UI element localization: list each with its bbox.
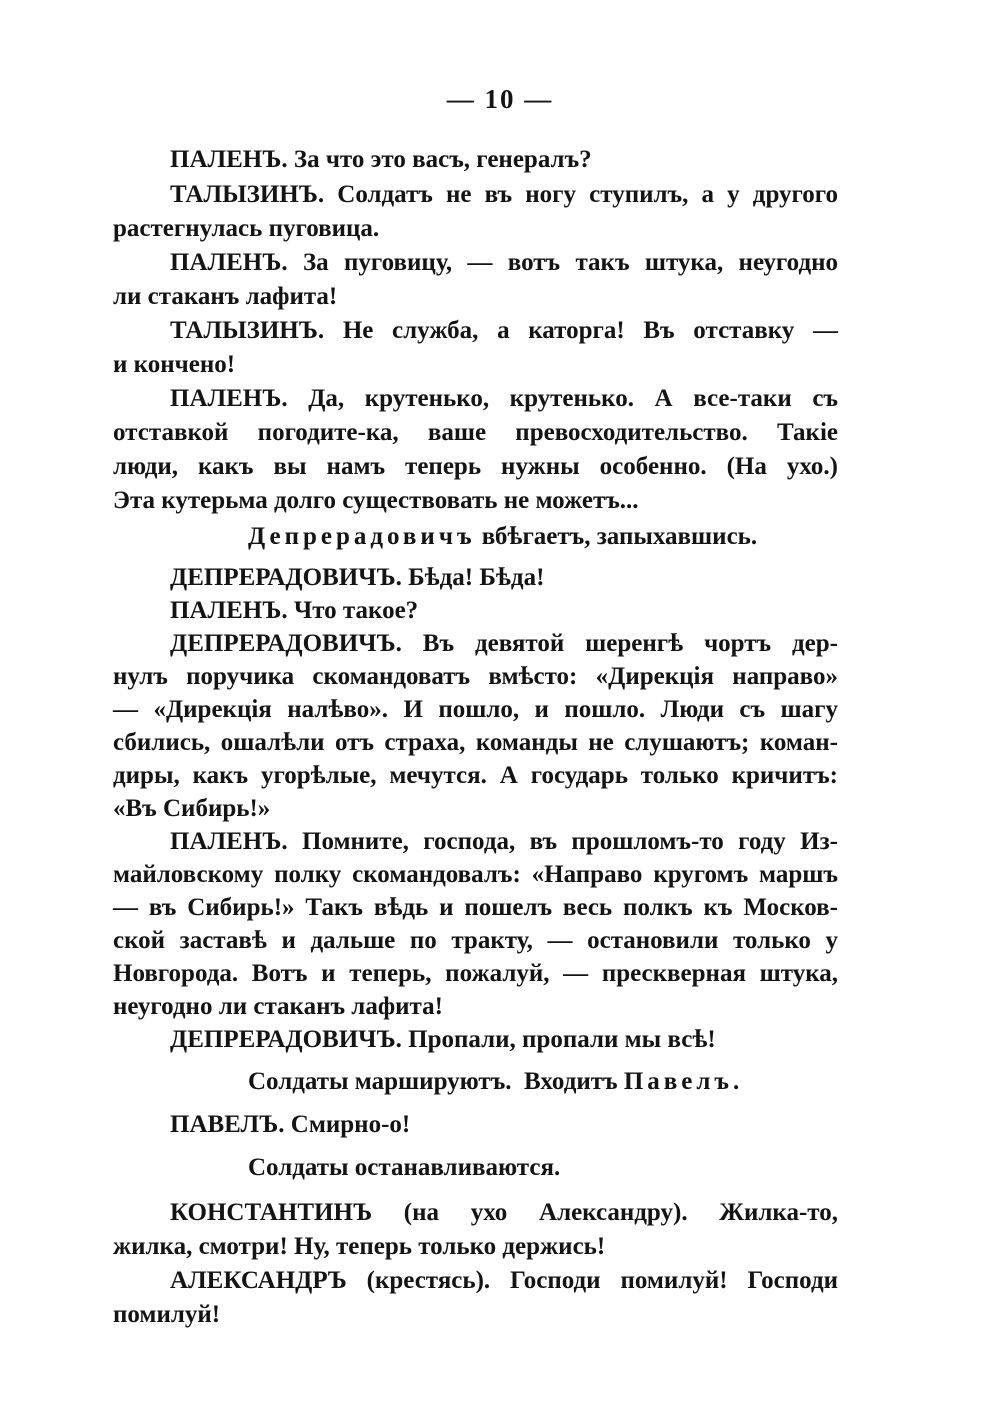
text-line: ПАЛЕНЪ. За пуговицу, — вотъ такъ штука, неугодно: [170, 249, 838, 276]
stage-direction: [248, 1067, 848, 1097]
text-line: Новгорода. Вотъ и теперь, пожалуй, — прескверная штука,: [113, 960, 838, 987]
stage-direction: [248, 1153, 848, 1183]
text-line: ПАЛЕНЪ. Что такое?: [170, 597, 419, 624]
text-line: ПАВЕЛЪ. Смирно-о!: [170, 1111, 411, 1138]
text-line: ли стаканъ лафита!: [113, 283, 338, 310]
text-line: ПАЛЕНЪ. Помните, господа, въ прошломъ-то году Из-: [170, 828, 838, 855]
text-line: диры, какъ угорѣлые, мечутся. А государь только кричитъ:: [113, 762, 838, 789]
text-line: КОНСТАНТИНЪ (на ухо Александру). Жилка-то,: [170, 1199, 838, 1226]
text-line: Эта кутерьма долго существовать не можетъ...: [113, 487, 639, 514]
text-line: отставкой погодите-ка, ваше превосходительство. Такіе: [113, 419, 838, 446]
stage-direction: [248, 522, 848, 552]
page-number: — 10 —: [446, 84, 554, 114]
stage-direction-text: вбѣгаетъ, запыхавшись.: [475, 523, 758, 550]
text-line: нулъ поручика скомандоватъ вмѣсто: «Дирекція направо»: [113, 663, 838, 690]
text-line: «Въ Сибирь!»: [113, 795, 271, 822]
text-line: помилуй!: [113, 1301, 221, 1328]
text-line: АЛЕКСАНДРЪ (крестясь). Господи помилуй! Господи: [170, 1267, 838, 1294]
text-line: растегнулась пуговица.: [113, 215, 380, 242]
text-line: ПАЛЕНЪ. Да, крутенько, крутенько. А все-таки съ: [170, 385, 838, 412]
text-line: и кончено!: [113, 351, 236, 378]
stage-direction-text: Солдаты останавливаются.: [248, 1154, 561, 1181]
text-line: — въ Сибирь!» Такъ вѣдь и пошелъ весь полкъ къ Москов-: [113, 894, 838, 921]
text-line: ТАЛЫЗИНЪ. Не служба, а каторга! Въ отставку —: [170, 317, 838, 344]
text-line: жилка, смотри! Ну, теперь только держись!: [113, 1233, 606, 1260]
text-line: неугодно ли стаканъ лафита!: [113, 993, 443, 1020]
text-line: ДЕПРЕРАДОВИЧЪ. Пропали, пропали мы всѣ!: [170, 1026, 716, 1053]
text-line: ской заставѣ и дальше по тракту, — остановили только у: [113, 927, 838, 954]
character-name-spaced: Павелъ.: [623, 1068, 744, 1095]
text-line: ДЕПРЕРАДОВИЧЪ. Бѣда! Бѣда!: [170, 564, 545, 591]
text-line: ТАЛЫЗИНЪ. Солдатъ не въ ногу ступилъ, а у другого: [170, 181, 838, 208]
text-line: люди, какъ вы намъ теперь нужны особенно. (На ухо.): [113, 453, 838, 480]
text-line: ДЕПРЕРАДОВИЧЪ. Въ девятой шеренгѣ чортъ дер-: [170, 630, 838, 657]
text-line: майловскому полку скомандовалъ: «Направо кругомъ маршъ: [113, 861, 838, 888]
text-line: ПАЛЕНЪ. За что это васъ, генералъ?: [170, 146, 592, 173]
text-line: сбились, ошалѣли отъ страха, команды не слушаютъ; коман-: [113, 729, 838, 756]
character-name-spaced: Депрерадовичъ: [248, 523, 476, 550]
text-line: — «Дирекція налѣво». И пошло, и пошло. Люди съ шагу: [113, 696, 838, 723]
stage-direction-text: Солдаты маршируютъ. Входитъ: [248, 1068, 624, 1095]
